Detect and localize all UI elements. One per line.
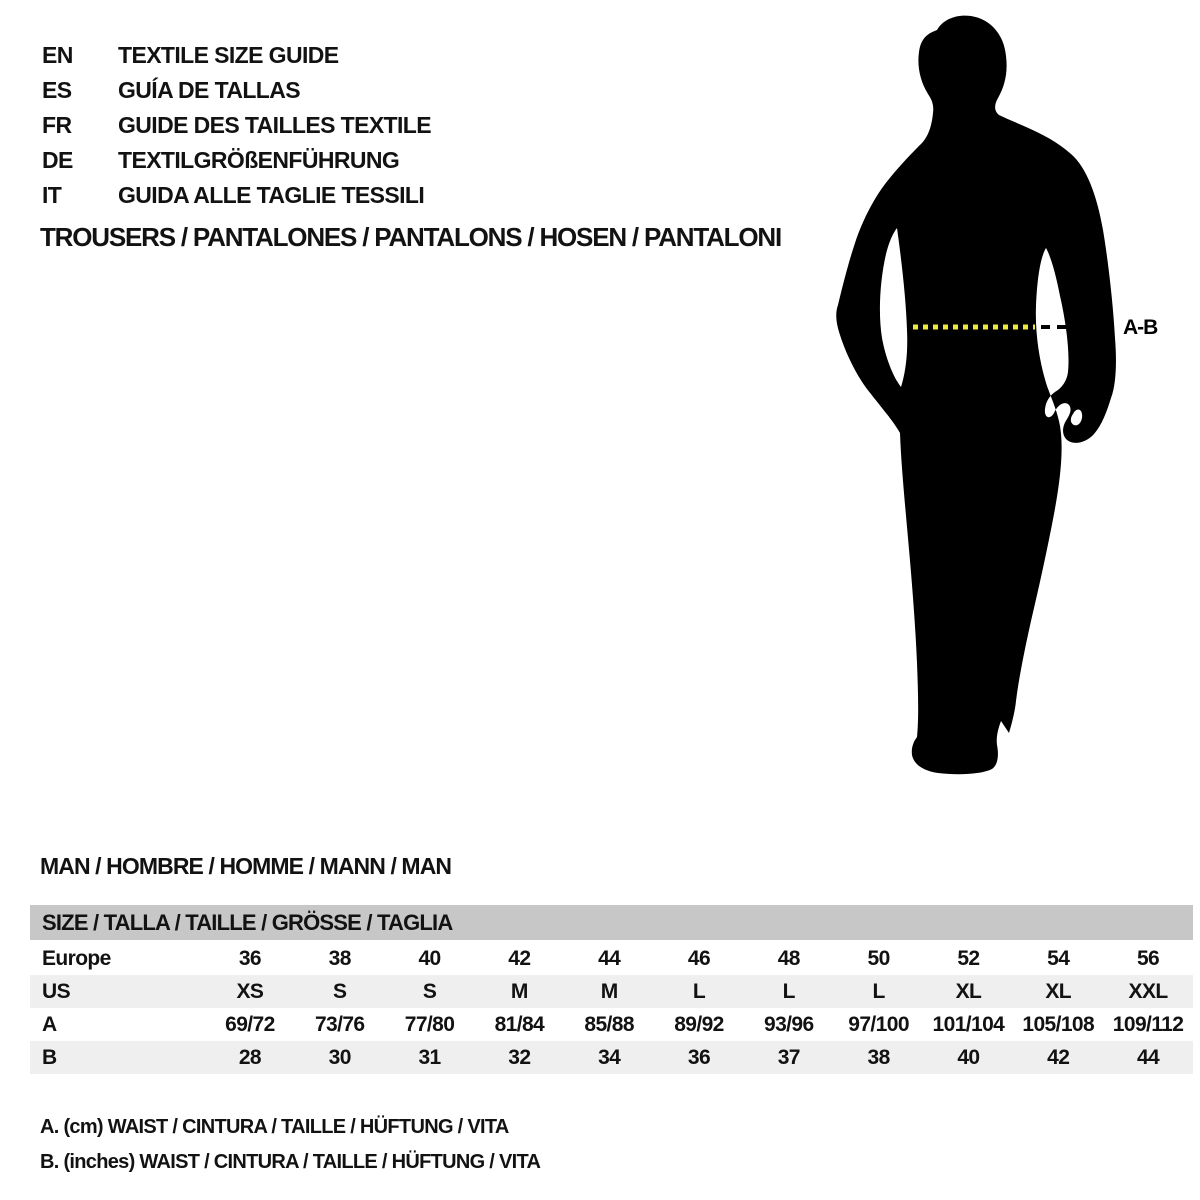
size-cell: 101/104: [932, 1012, 1005, 1036]
size-cell: 42: [1047, 1045, 1070, 1069]
size-cell: 38: [867, 1045, 890, 1069]
gender-section-title: MAN / HOMBRE / HOMME / MANN / MAN: [40, 853, 452, 879]
size-cell: 97/100: [848, 1012, 909, 1036]
row-label: US: [42, 979, 70, 1003]
size-cell: S: [333, 979, 347, 1003]
size-cell: XXL: [1128, 979, 1168, 1003]
size-cell: 105/108: [1022, 1012, 1095, 1036]
size-table-grid: [30, 942, 1193, 1074]
size-cell: 85/88: [584, 1012, 634, 1036]
footnote-a-cm: A. (cm) WAIST / CINTURA / TAILLE / HÜFTUNG / VITA: [40, 1116, 509, 1138]
lang-code-en: EN: [42, 42, 73, 68]
size-table: [30, 905, 1193, 1074]
language-title-block: [42, 38, 431, 213]
size-cell: S: [422, 979, 437, 1003]
size-cell: M: [510, 979, 528, 1003]
lang-label-fr: GUIDE DES TAILLES TEXTILE: [118, 112, 431, 138]
size-cell: 42: [508, 946, 531, 970]
size-cell: 38: [328, 946, 351, 970]
size-cell: 40: [957, 1045, 980, 1069]
size-cell: 30: [328, 1045, 351, 1069]
size-table-body: [30, 942, 1193, 1074]
footnote-b-inches: B. (inches) WAIST / CINTURA / TAILLE / HÜFTUNG / VITA: [40, 1151, 541, 1173]
size-cell: 28: [238, 1045, 261, 1069]
size-cell: 32: [508, 1045, 531, 1069]
size-cell: L: [692, 979, 706, 1003]
size-table-header-row: SIZE / TALLA / TAILLE / GRÖSSE / TAGLIA: [30, 905, 1193, 940]
table-row: [30, 942, 1193, 975]
size-cell: 36: [687, 1045, 711, 1069]
size-cell: XS: [236, 979, 264, 1003]
size-cell: 48: [777, 946, 800, 970]
lang-label-it: GUIDA ALLE TAGLIE TESSILI: [118, 182, 425, 208]
lang-code-de: DE: [42, 147, 73, 173]
row-label: B: [42, 1045, 57, 1069]
size-cell: 36: [238, 946, 261, 970]
size-cell: M: [600, 979, 618, 1003]
size-cell: 89/92: [674, 1012, 724, 1036]
table-row: [30, 1041, 1193, 1074]
size-cell: 40: [418, 946, 441, 970]
table-row: [30, 1008, 1193, 1041]
size-cell: L: [872, 979, 885, 1003]
size-cell: 73/76: [314, 1012, 365, 1036]
size-cell: XL: [955, 979, 982, 1003]
row-label: A: [42, 1012, 57, 1036]
measure-label-ab: A-B: [1123, 316, 1158, 339]
size-cell: 31: [418, 1045, 441, 1069]
size-cell: 54: [1047, 946, 1070, 970]
table-row: [30, 975, 1193, 1008]
size-cell: 46: [687, 946, 711, 970]
size-cell: 50: [867, 946, 890, 970]
lang-code-it: IT: [42, 182, 62, 208]
size-cell: L: [782, 979, 795, 1003]
size-cell: 77/80: [404, 1012, 455, 1036]
size-cell: 93/96: [764, 1012, 814, 1036]
lang-code-es: ES: [42, 77, 72, 103]
man-silhouette-icon: [836, 16, 1116, 775]
size-cell: 81/84: [494, 1012, 545, 1036]
lang-code-fr: FR: [42, 112, 72, 138]
row-label: Europe: [42, 946, 111, 970]
size-cell: 44: [598, 946, 621, 970]
size-cell: 56: [1136, 946, 1160, 970]
size-cell: 34: [598, 1045, 621, 1069]
lang-label-de: TEXTILGRÖßENFÜHRUNG: [118, 147, 400, 173]
size-cell: 69/72: [225, 1012, 275, 1036]
size-cell: 44: [1136, 1045, 1160, 1069]
size-cell: 109/112: [1112, 1012, 1184, 1036]
man-silhouette-figure: [820, 0, 1200, 800]
size-cell: XL: [1045, 979, 1072, 1003]
lang-label-en: TEXTILE SIZE GUIDE: [118, 42, 339, 68]
size-cell: 37: [777, 1045, 800, 1069]
lang-label-es: GUÍA DE TALLAS: [118, 77, 300, 103]
garment-type-heading: TROUSERS / PANTALONES / PANTALONS / HOSEN / PANTALONI: [40, 222, 781, 252]
size-cell: 52: [957, 946, 980, 970]
